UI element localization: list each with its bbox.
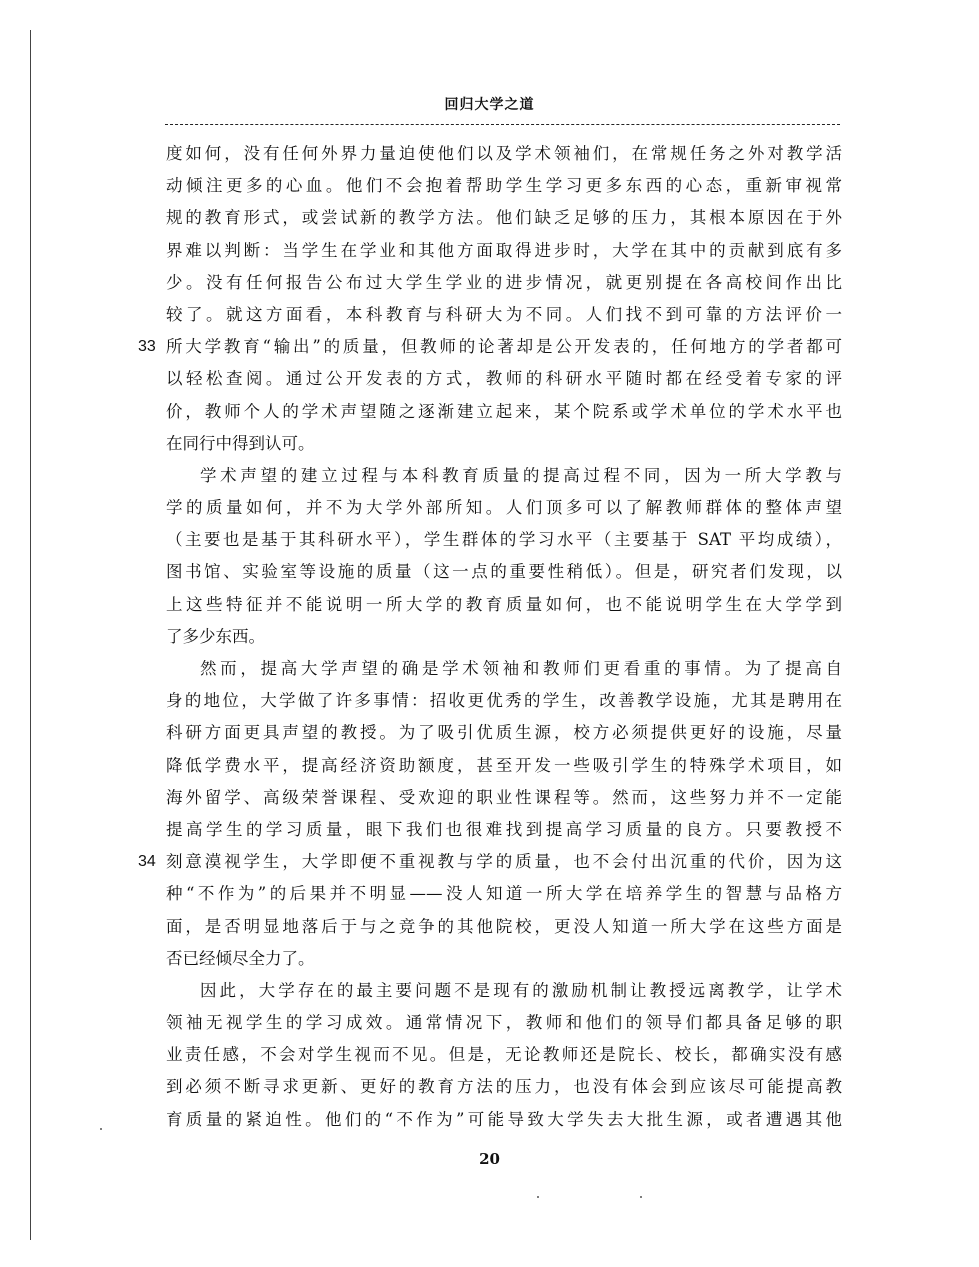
text-line: 海外留学、高级荣誉课程、受欢迎的职业性课程等。然而，这些努力并不一定能 <box>166 787 842 807</box>
margin-page-ref-34: 34 <box>138 853 156 870</box>
scan-speck <box>100 1128 102 1130</box>
scan-speck <box>537 1196 539 1198</box>
text-line: 因此，大学存在的最主要问题不是现有的激励机制让教授远离教学，让学术 <box>200 980 842 1000</box>
text-line: 在同行中得到认可。 <box>166 433 315 453</box>
text-line: 了多少东西。 <box>166 626 265 646</box>
text-line: 少。没有任何报告公布过大学生学业的进步情况，就更别提在各高校间作出比 <box>166 272 842 292</box>
text-line: 界难以判断：当学生在学业和其他方面取得进步时，大学在其中的贡献到底有多 <box>166 240 842 260</box>
text-line: 领袖无视学生的学习成效。通常情况下，教师和他们的领导们都具备足够的职 <box>166 1013 842 1033</box>
binding-edge-line <box>30 30 31 1240</box>
text-line: 面，是否明显地落后于与之竞争的其他院校，更没人知道一所大学在这些方面是 <box>166 916 842 936</box>
text-line: 到必须不断寻求更新、更好的教育方法的压力，也没有体会到应该尽可能提高教 <box>166 1077 842 1097</box>
running-header-title: 回归大学之道 <box>444 97 535 113</box>
text-line: 业责任感，不会对学生视而不见。但是，无论教师还是院长、校长，都确实没有感 <box>166 1045 842 1065</box>
text-line: 身的地位，大学做了许多事情：招收更优秀的学生，改善教学设施，尤其是聘用在 <box>166 691 842 711</box>
text-line: 度如何，没有任何外界力量迫使他们以及学术领袖们，在常规任务之外对教学活 <box>166 144 842 163</box>
text-line: 动倾注更多的心血。他们不会抱着帮助学生学习更多东西的心态，重新审视常 <box>166 176 842 196</box>
text-line: 种“不作为”的后果并不明显——没人知道一所大学在培养学生的智慧与品格方 <box>166 884 842 904</box>
text-line: 科研方面更具声望的教授。为了吸引优质生源，校方必须提供更好的设施，尽量 <box>166 723 842 743</box>
header-dashed-rule <box>165 124 840 125</box>
text-line: （主要也是基于其科研水平），学生群体的学习水平（主要基于 SAT 平均成绩）， <box>166 530 842 550</box>
text-line: 育质量的紧迫性。他们的“不作为”可能导致大学失去大批生源，或者遭遇其他 <box>166 1109 842 1129</box>
text-line: 否已经倾尽全力了。 <box>166 948 315 968</box>
text-line: 以轻松查阅。通过公开发表的方式，教师的科研水平随时都在经受着专家的评 <box>166 369 842 389</box>
scan-speck <box>640 1196 642 1198</box>
text-line: 图书馆、实验室等设施的质量（这一点的重要性稍低）。但是，研究者们发现，以 <box>166 562 842 582</box>
margin-page-ref-33: 33 <box>138 338 156 355</box>
text-line: 降低学费水平，提高经济资助额度，甚至开发一些吸引学生的特殊学术项目，如 <box>166 755 842 775</box>
text-line: 学的质量如何，并不为大学外部所知。人们顶多可以了解教师群体的整体声望 <box>166 498 842 518</box>
text-line: 提高学生的学习质量，眼下我们也很难找到提高学习质量的良方。只要教授不 <box>166 819 842 839</box>
text-line: 学术声望的建立过程与本科教育质量的提高过程不同，因为一所大学教与 <box>200 465 842 485</box>
text-line: 刻意漠视学生，大学即便不重视教与学的质量，也不会付出沉重的代价，因为这 <box>166 852 842 872</box>
body-text <box>166 138 842 1136</box>
text-line: 规的教育形式，或尝试新的教学方法。他们缺乏足够的压力，其根本原因在于外 <box>166 208 842 228</box>
text-line: 所大学教育“输出”的质量，但教师的论著却是公开发表的，任何地方的学者都可 <box>166 337 842 357</box>
text-line: 价，教师个人的学术声望随之逐渐建立起来，某个院系或学术单位的学术水平也 <box>166 401 842 421</box>
page-number: 20 <box>479 1150 500 1168</box>
text-line: 然而，提高大学声望的确是学术领袖和教师们更看重的事情。为了提高自 <box>200 659 842 678</box>
text-line: 较了。就这方面看，本科教育与科研大为不同。人们找不到可靠的方法评价一 <box>166 304 842 324</box>
text-line: 上这些特征并不能说明一所大学的教育质量如何，也不能说明学生在大学学到 <box>166 594 842 614</box>
